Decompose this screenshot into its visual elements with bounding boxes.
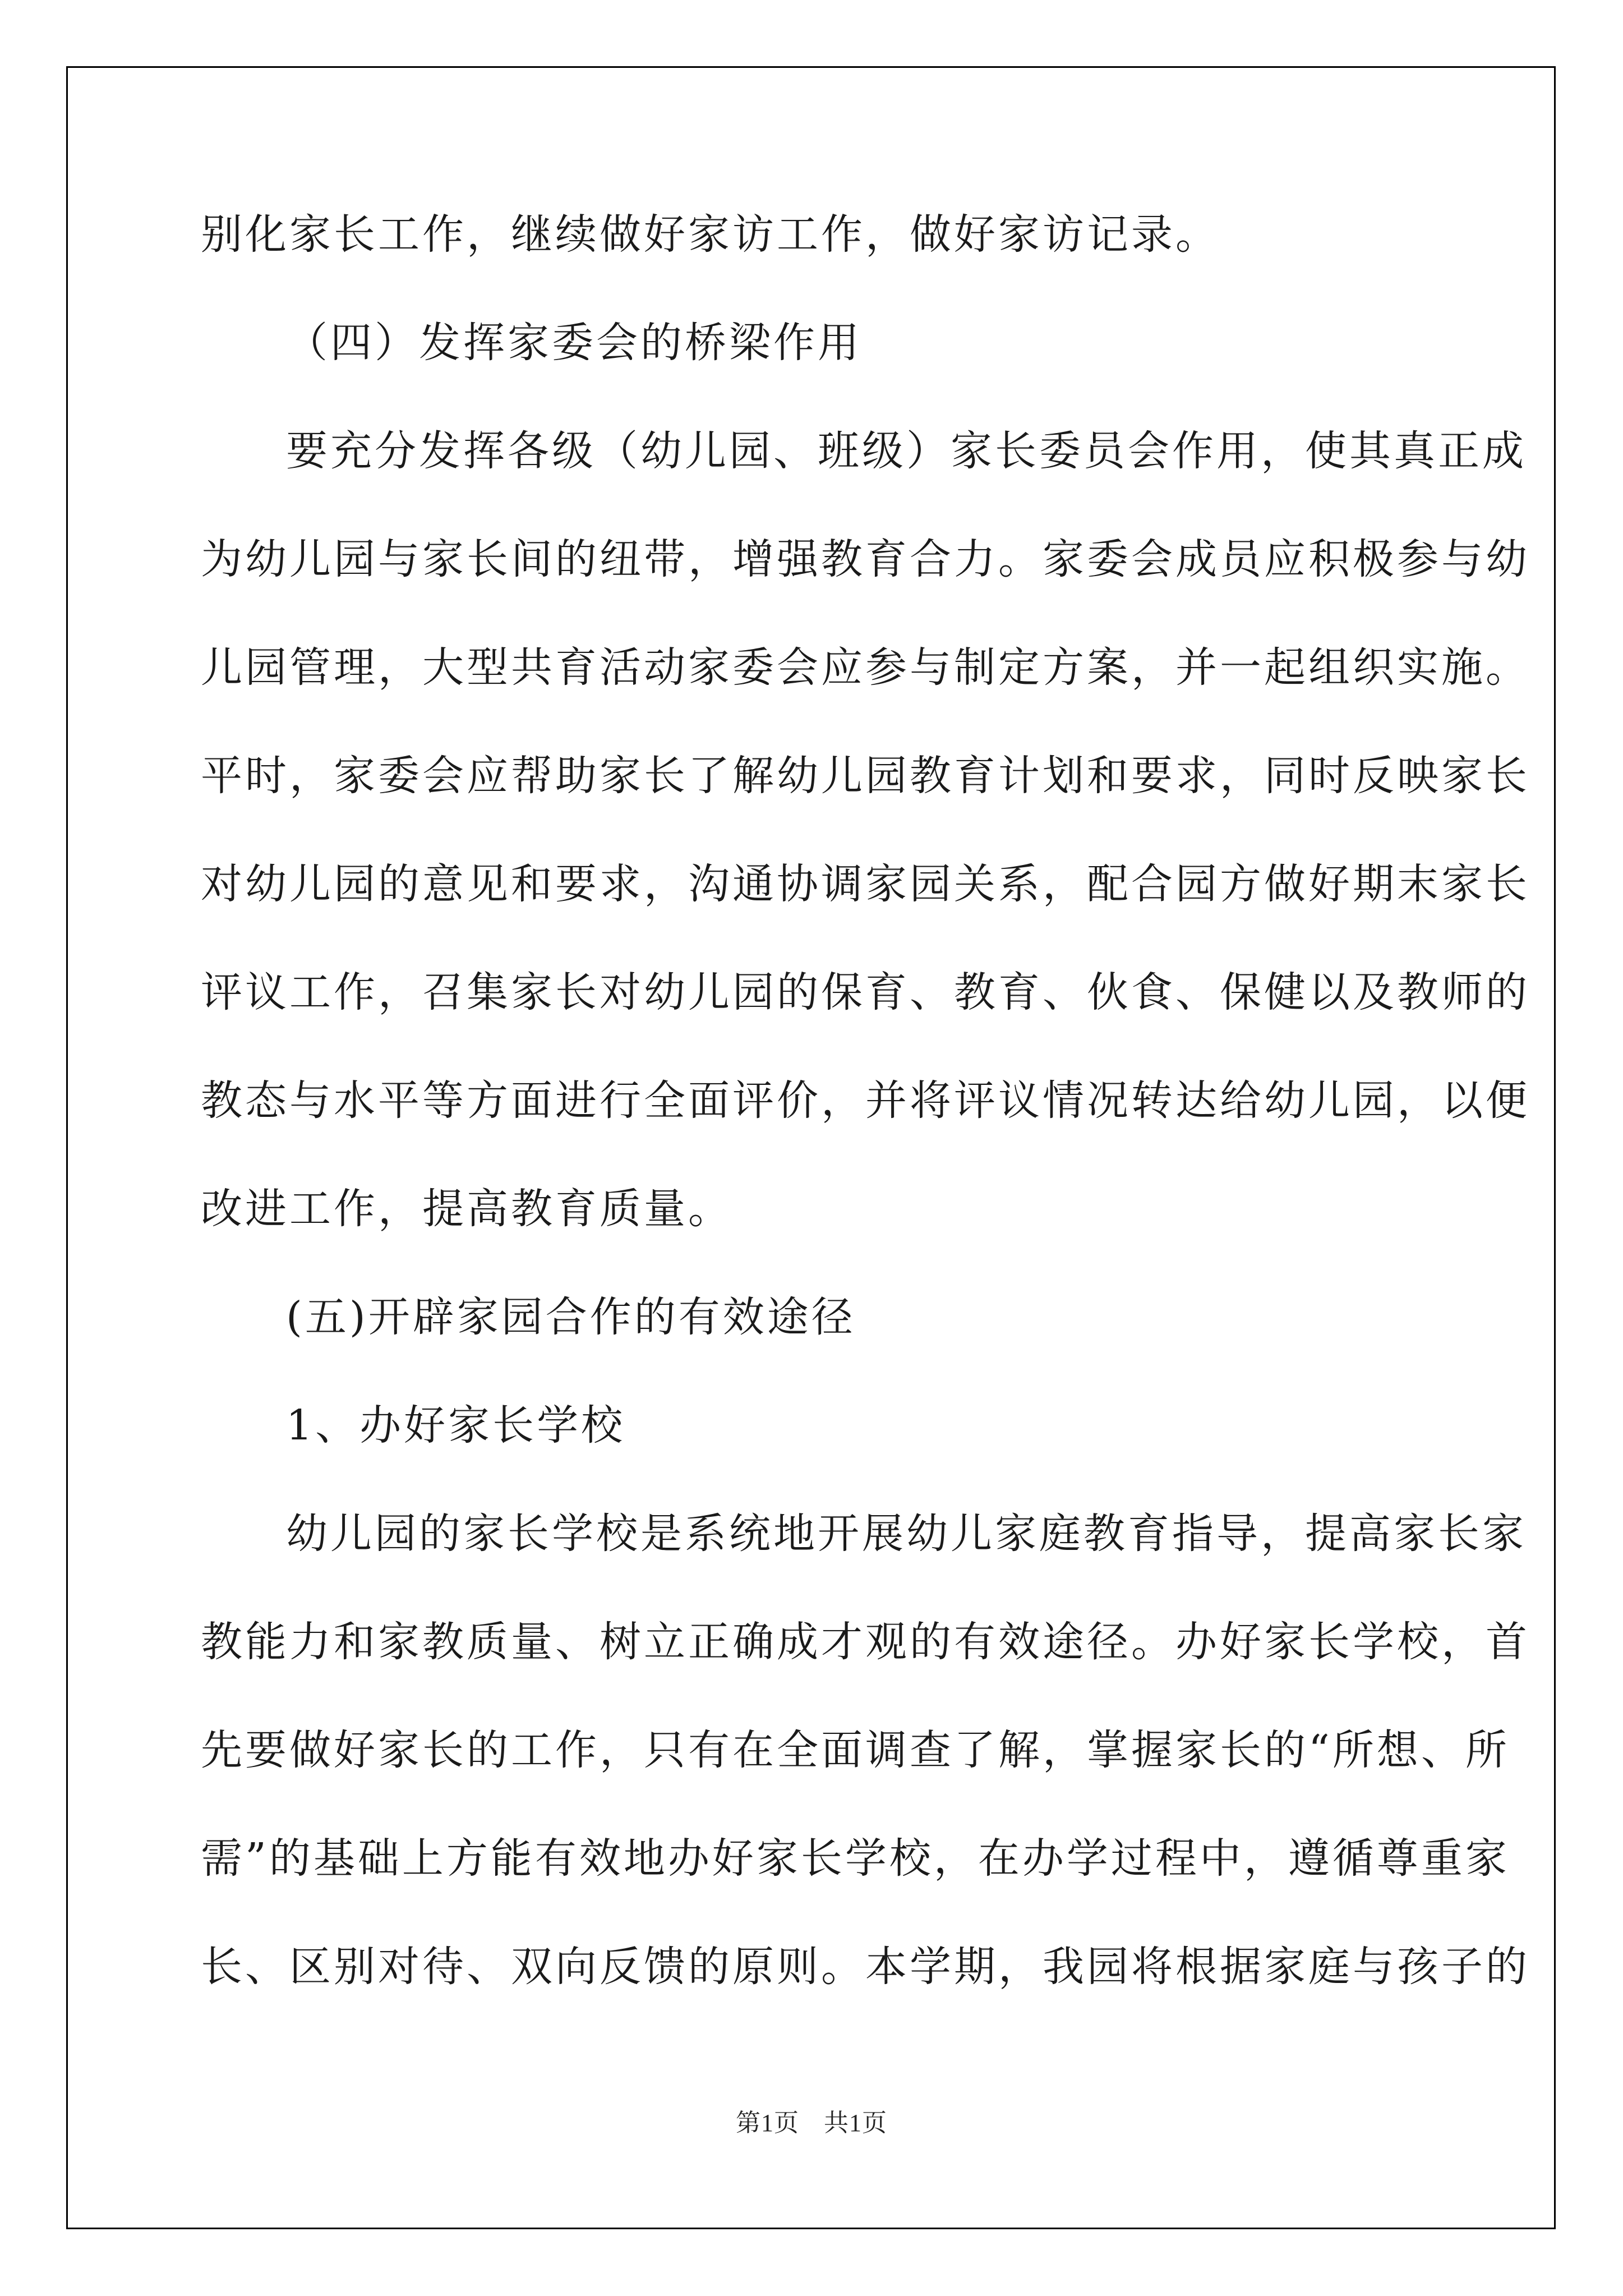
text-line: 教能力和家教质量、树立正确成才观的有效途径。办好家长学校，首 xyxy=(201,1618,1530,1666)
text-line: 改进工作，提高教育质量。 xyxy=(201,1185,732,1233)
text-line: 平时，家委会应帮助家长了解幼儿园教育计划和要求，同时反映家长 xyxy=(201,752,1530,800)
page-total: 共1页 xyxy=(824,2109,887,2137)
text-line: 先要做好家长的工作，只有在全面调查了解，掌握家长的“所想、所 xyxy=(201,1726,1510,1774)
section-heading: (五)开辟家园合作的有效途径 xyxy=(286,1293,856,1341)
section-heading: （四）发挥家委会的桥梁作用 xyxy=(286,319,862,367)
text-line: 幼儿园的家长学校是系统地开展幼儿家庭教育指导，提高家长家 xyxy=(286,1510,1527,1558)
subsection-heading: 1、办好家长学校 xyxy=(286,1401,626,1450)
text-line: 需”的基础上方能有效地办好家长学校，在办学过程中，遵循尊重家 xyxy=(201,1834,1510,1883)
text-line: 儿园管理，大型共育活动家委会应参与制定方案，并一起组织实施。 xyxy=(201,643,1530,692)
text-line: 为幼儿园与家长间的纽带，增强教育合力。家委会成员应积极参与幼 xyxy=(201,535,1530,583)
text-line: 长、区别对待、双向反馈的原则。本学期，我园将根据家庭与孩子的 xyxy=(201,1943,1530,1991)
text-line: 评议工作，召集家长对幼儿园的保育、教育、伙食、保健以及教师的 xyxy=(201,968,1530,1016)
page-number: 第1页 xyxy=(736,2109,799,2137)
page-footer xyxy=(0,2102,1623,2138)
document-body xyxy=(201,181,1530,2021)
text-line: 教态与水平等方面进行全面评价，并将评议情况转达给幼儿园，以便 xyxy=(201,1076,1530,1125)
text-line: 别化家长工作，继续做好家访工作，做好家访记录。 xyxy=(201,210,1220,259)
text-line: 对幼儿园的意见和要求，沟通协调家园关系，配合园方做好期末家长 xyxy=(201,860,1530,908)
text-line: 要充分发挥各级（幼儿园、班级）家长委员会作用，使其真正成 xyxy=(286,427,1527,475)
